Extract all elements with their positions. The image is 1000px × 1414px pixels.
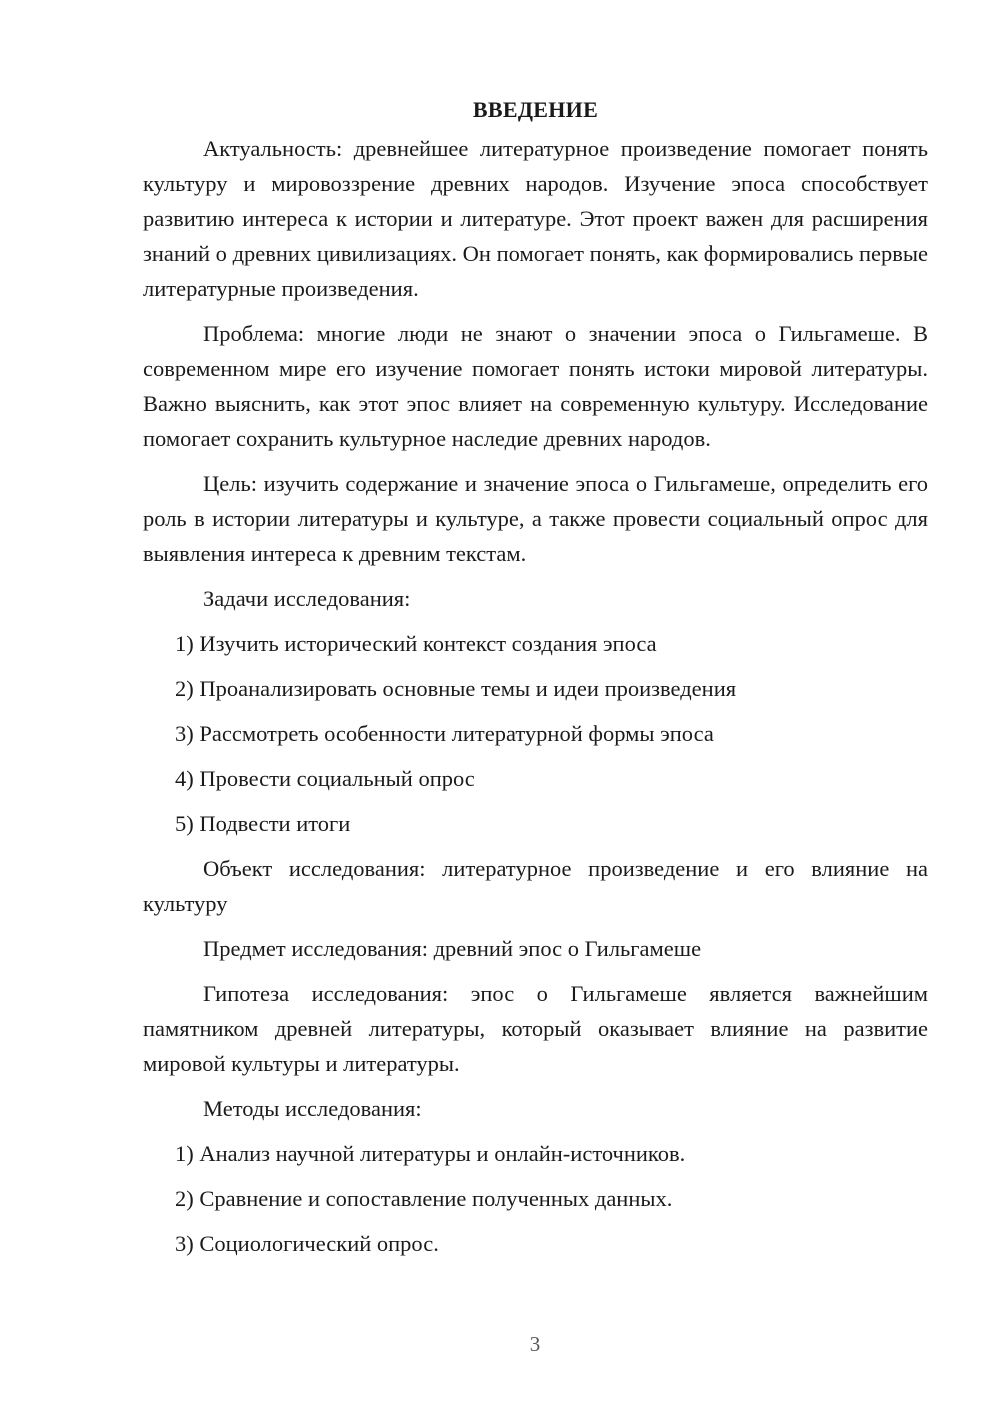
method-item-2: 2) Сравнение и сопоставление полученных данных. [175,1186,673,1211]
task-item-1: 1) Изучить исторический контекст создания эпоса [175,631,657,656]
subject-paragraph: Предмет исследования: древний эпос о Гильгамеше [203,936,702,961]
task-item-2: 2) Проанализировать основные темы и идеи произведения [175,676,737,701]
relevance-paragraph: Актуальность: древнейшее литературное произведение помогает понять культуру и мировоззрение древних народов. Изучение эпоса способствует развитию интереса к истории и литературе. Этот проект важен для расширения знаний о древних цивилизациях. Он помогает понять, как формировались первые литературные произведения. [143,136,928,301]
method-item-1: 1) Анализ научной литературы и онлайн-источников. [175,1141,686,1166]
task-item-5: 5) Подвести итоги [175,811,351,836]
document-page [143,92,928,1271]
task-item-3: 3) Рассмотреть особенности литературной формы эпоса [175,721,714,746]
page-number: 3 [529,1332,541,1356]
method-item-3: 3) Социологический опрос. [175,1231,439,1256]
problem-paragraph: Проблема: многие люди не знают о значении эпоса о Гильгамеше. В современном мире его изучение помогает понять истоки мировой литературы. Важно выяснить, как этот эпос влияет на современную культуру. Исследование помогает сохранить культурное наследие древних народов. [143,321,928,451]
methods-title: Методы исследования: [203,1096,422,1121]
hypothesis-paragraph: Гипотеза исследования: эпос о Гильгамеше является важнейшим памятником древней литературы, который оказывает влияние на развитие мировой культуры и литературы. [143,981,928,1076]
tasks-title: Задачи исследования: [203,586,411,611]
object-paragraph: Объект исследования: литературное произведение и его влияние на культуру [143,856,928,916]
task-item-4: 4) Провести социальный опрос [175,766,475,791]
page-title: ВВЕДЕНИЕ [472,97,599,122]
goal-paragraph: Цель: изучить содержание и значение эпоса о Гильгамеше, определить его роль в истории литературы и культуре, а также провести социальный опрос для выявления интереса к древним текстам. [143,471,928,566]
